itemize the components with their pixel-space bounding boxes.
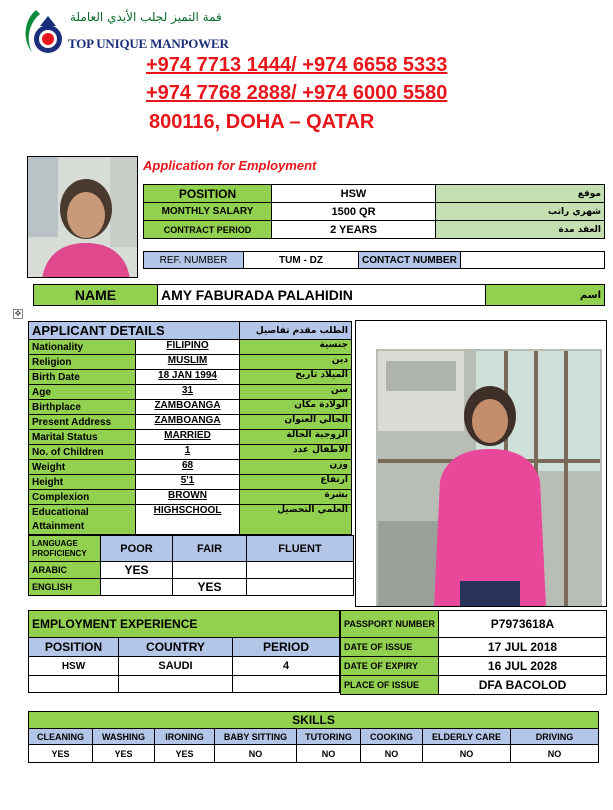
lang-english-poor — [101, 579, 173, 596]
salary-arabic: شهري راتب — [436, 203, 605, 221]
table-move-handle-icon[interactable]: ✥ — [14, 309, 22, 318]
application-title: Application for Employment — [143, 158, 317, 173]
passport-number-value: P7973618A — [439, 611, 607, 638]
skill-header: IRONING — [155, 729, 215, 745]
lang-arabic-poor: YES — [101, 562, 173, 579]
date-of-expiry-value: 16 JUL 2028 — [439, 657, 607, 676]
salary-label: MONTHLY SALARY — [144, 203, 272, 221]
lang-english-fair: YES — [173, 579, 247, 596]
name-label: NAME — [34, 285, 158, 306]
detail-arabic: الزوجية الحالة — [240, 430, 352, 445]
skill-value: NO — [361, 745, 423, 763]
lang-english-label: ENGLISH — [29, 579, 101, 596]
exp-country-value: SAUDI — [119, 657, 233, 676]
applicant-name: AMY FABURADA PALAHIDIN — [158, 285, 486, 306]
detail-arabic: سن — [240, 385, 352, 400]
applicant-detail-row — [29, 430, 352, 445]
detail-label: Educational Attainment — [29, 505, 136, 535]
contact-number-label: CONTACT NUMBER — [359, 252, 461, 269]
contact-number-value — [461, 252, 605, 269]
skill-header: DRIVING — [511, 729, 599, 745]
ref-number-value: TUM - DZ — [244, 252, 359, 269]
position-arabic: موقع — [436, 185, 605, 203]
detail-value: 1 — [136, 445, 240, 460]
skill-value: NO — [215, 745, 297, 763]
detail-arabic: جنسية — [240, 340, 352, 355]
skill-header: CLEANING — [29, 729, 93, 745]
applicant-details-table — [28, 321, 352, 535]
exp-country-header: COUNTRY — [119, 638, 233, 657]
language-label: LANGUAGE PROFICIENCY — [29, 536, 101, 562]
exp-position-header: POSITION — [29, 638, 119, 657]
place-of-issue-label: PLACE OF ISSUE — [341, 676, 439, 695]
detail-label: Birth Date — [29, 370, 136, 385]
lang-arabic-fair — [173, 562, 247, 579]
passport-number-label: PASSPORT NUMBER — [341, 611, 439, 638]
skill-value: YES — [93, 745, 155, 763]
lang-arabic-fluent — [247, 562, 354, 579]
skill-header: COOKING — [361, 729, 423, 745]
applicant-detail-row — [29, 460, 352, 475]
detail-arabic: ارتفاع — [240, 475, 352, 490]
applicant-detail-row — [29, 370, 352, 385]
exp-empty-cell — [233, 676, 340, 693]
contract-value: 2 YEARS — [272, 221, 436, 239]
detail-arabic: بشرة — [240, 490, 352, 505]
logo-english-text: TOP UNIQUE MANPOWER — [68, 36, 229, 51]
detail-value: MARRIED — [136, 430, 240, 445]
lang-english-fluent — [247, 579, 354, 596]
name-table — [33, 284, 605, 306]
detail-label: Weight — [29, 460, 136, 475]
detail-arabic: الميلاد تاريخ — [240, 370, 352, 385]
skill-header: BABY SITTING — [215, 729, 297, 745]
detail-value: BROWN — [136, 490, 240, 505]
applicant-detail-row — [29, 505, 352, 535]
lang-fair-header: FAIR — [173, 536, 247, 562]
place-of-issue-value: DFA BACOLOD — [439, 676, 607, 695]
detail-value: HIGHSCHOOL — [136, 505, 240, 535]
ref-number-label: REF. NUMBER — [144, 252, 244, 269]
detail-value: 5'1 — [136, 475, 240, 490]
position-table — [143, 184, 605, 239]
applicant-detail-row — [29, 490, 352, 505]
reference-table — [143, 251, 605, 269]
applicant-detail-row — [29, 445, 352, 460]
experience-title: EMPLOYMENT EXPERIENCE — [29, 611, 340, 638]
detail-label: Nationality — [29, 340, 136, 355]
applicant-detail-row — [29, 340, 352, 355]
detail-arabic: الولادة مكان — [240, 400, 352, 415]
detail-label: No. of Children — [29, 445, 136, 460]
logo-arabic-text: قمة التميز لجلب الأيدي العاملة — [70, 10, 222, 24]
applicant-detail-row — [29, 400, 352, 415]
detail-value: MUSLIM — [136, 355, 240, 370]
skills-table — [28, 711, 599, 763]
name-arabic: اسم — [486, 285, 605, 306]
phone-line-2: +974 7768 2888/ +974 6000 5580 — [146, 82, 448, 104]
skill-header: TUTORING — [297, 729, 361, 745]
detail-arabic: العلمي التحصيل — [240, 505, 352, 535]
detail-arabic: الاطفال عدد — [240, 445, 352, 460]
skill-value: NO — [423, 745, 511, 763]
exp-period-header: PERIOD — [233, 638, 340, 657]
exp-position-value: HSW — [29, 657, 119, 676]
position-value: HSW — [272, 185, 436, 203]
applicant-details-arabic: الطلب مقدم تفاصيل — [240, 322, 352, 340]
detail-value: ZAMBOANGA — [136, 415, 240, 430]
position-label: POSITION — [144, 185, 272, 203]
language-table — [28, 535, 354, 596]
skill-value: YES — [155, 745, 215, 763]
detail-label: Height — [29, 475, 136, 490]
detail-label: Religion — [29, 355, 136, 370]
office-address: 800116, DOHA – QATAR — [149, 111, 375, 133]
detail-label: Age — [29, 385, 136, 400]
detail-value: 18 JAN 1994 — [136, 370, 240, 385]
applicant-details-title: APPLICANT DETAILS — [29, 322, 240, 340]
applicant-detail-row — [29, 415, 352, 430]
passport-table — [340, 610, 607, 695]
skill-header: ELDERLY CARE — [423, 729, 511, 745]
experience-table — [28, 610, 340, 693]
contract-arabic: العقد مدة — [436, 221, 605, 239]
lang-poor-header: POOR — [101, 536, 173, 562]
skill-header: WASHING — [93, 729, 155, 745]
exp-period-value: 4 — [233, 657, 340, 676]
detail-value: ZAMBOANGA — [136, 400, 240, 415]
contract-label: CONTRACT PERIOD — [144, 221, 272, 239]
date-of-issue-label: DATE OF ISSUE — [341, 638, 439, 657]
detail-label: Marital Status — [29, 430, 136, 445]
skill-value: YES — [29, 745, 93, 763]
detail-value: 68 — [136, 460, 240, 475]
phone-line-1: +974 7713 1444/ +974 6658 5333 — [146, 54, 448, 76]
detail-label: Present Address — [29, 415, 136, 430]
exp-empty-cell — [119, 676, 233, 693]
skills-title: SKILLS — [29, 712, 599, 729]
skill-value: NO — [297, 745, 361, 763]
applicant-headshot — [27, 156, 138, 278]
lang-arabic-label: ARABIC — [29, 562, 101, 579]
detail-label: Birthplace — [29, 400, 136, 415]
detail-arabic: وزن — [240, 460, 352, 475]
date-of-expiry-label: DATE OF EXPIRY — [341, 657, 439, 676]
detail-value: 31 — [136, 385, 240, 400]
applicant-detail-row — [29, 475, 352, 490]
skill-value: NO — [511, 745, 599, 763]
detail-label: Complexion — [29, 490, 136, 505]
lang-fluent-header: FLUENT — [247, 536, 354, 562]
exp-empty-cell — [29, 676, 119, 693]
detail-arabic: الحالي العنوان — [240, 415, 352, 430]
salary-value: 1500 QR — [272, 203, 436, 221]
detail-arabic: دين — [240, 355, 352, 370]
date-of-issue-value: 17 JUL 2018 — [439, 638, 607, 657]
detail-value: FILIPINO — [136, 340, 240, 355]
applicant-full-photo — [355, 320, 607, 607]
applicant-detail-row — [29, 385, 352, 400]
applicant-detail-row — [29, 355, 352, 370]
